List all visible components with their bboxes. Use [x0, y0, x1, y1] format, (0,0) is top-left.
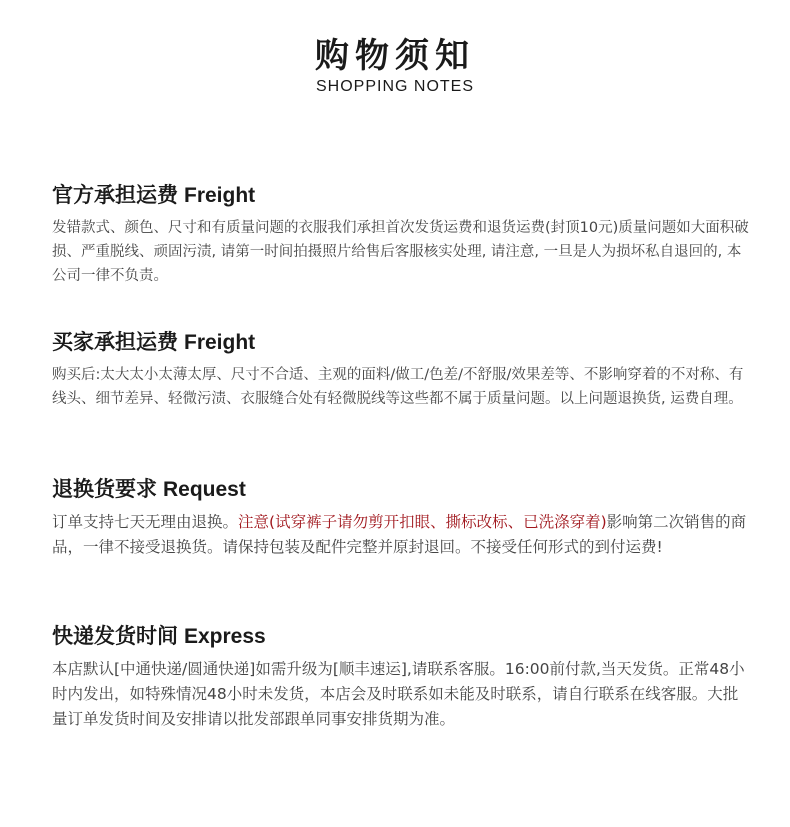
section-body-notice: 注意(试穿裤子请勿剪开扣眼、撕标改标、已洗涤穿着) — [238, 513, 607, 531]
section-heading-en: Freight — [184, 331, 256, 354]
section-express — [52, 622, 752, 732]
section-heading-en: Express — [184, 625, 266, 648]
section-heading-cn: 快递发货时间 — [52, 624, 178, 648]
page-subtitle: SHOPPING NOTES — [315, 78, 475, 95]
section-body — [52, 510, 752, 560]
section-body-intro: 订单支持七天无理由退换。 — [52, 513, 239, 531]
section-heading-en: Request — [163, 478, 246, 501]
section-heading — [52, 181, 752, 210]
section-body: 本店默认[中通快递/圆通快递]如需升级为[顺丰速运],请联系客服。16:00前付款,当天发货。正常48小时内发出，如特殊情况48小时未发货，本店会及时联系如未能及时联系，请自行联系在线客服。大批量订单发货时间及安排请以批发部跟单同事安排货期为准。 — [52, 660, 745, 728]
section-body-rest: 影响第二次销售的商品，一律不接受退换货。请保持包装及配件完整并原封退回。不接受任何形式的到付运费! — [52, 513, 747, 556]
section-heading — [52, 328, 752, 357]
section-heading — [52, 622, 752, 651]
section-heading-cn: 买家承担运费 — [52, 330, 178, 354]
section-heading-cn: 退换货要求 — [52, 477, 157, 501]
section-heading — [52, 475, 752, 504]
section-heading-en: Freight — [184, 184, 256, 207]
section-body: 发错款式、颜色、尺寸和有质量问题的衣服我们承担首次发货运费和退货运费(封顶10元)质量问题如大面积破损、严重脱线、顽固污渍, 请第一时间拍摄照片给售后客服核实处理, 请注意, 一旦是人为损坏私自退回的, 本公司一律不负责。 — [52, 220, 749, 284]
section-buyer-freight — [52, 328, 752, 411]
section-body: 购买后:太大太小太薄太厚、尺寸不合适、主观的面料/做工/色差/不舒服/效果差等、不影响穿着的不对称、有线头、细节差异、轻微污渍、衣服缝合处有轻微脱线等这些都不属于质量问题。以上问题退换货, 运费自理。 — [52, 367, 744, 407]
page-header — [0, 36, 790, 96]
section-official-freight — [52, 181, 752, 288]
page-title: 购物须知 — [315, 36, 475, 76]
section-return-request — [52, 475, 752, 560]
section-heading-cn: 官方承担运费 — [52, 183, 178, 207]
